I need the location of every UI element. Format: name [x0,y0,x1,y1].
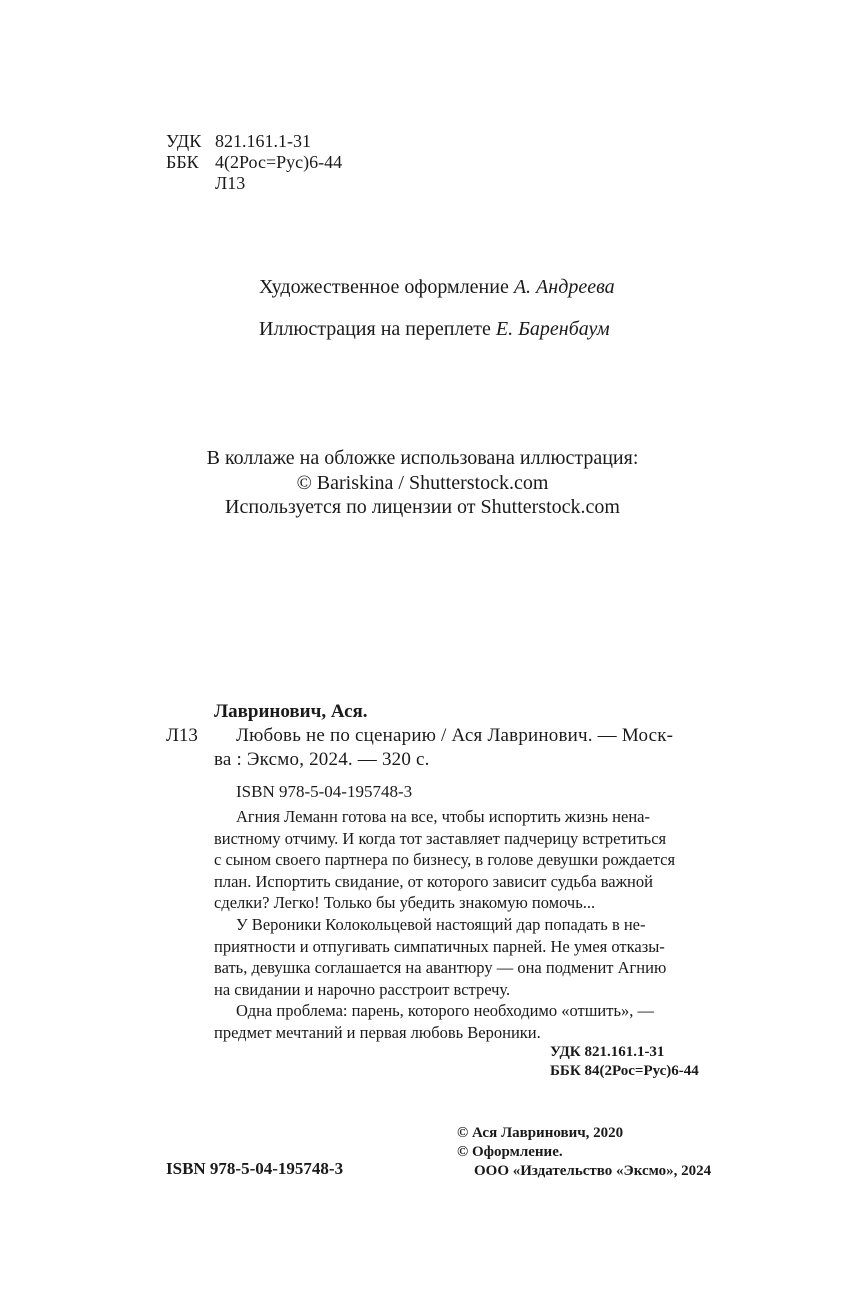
illustration-credit [259,318,610,341]
design-credit [259,276,615,299]
annotation-line: вать, девушка соглашается на авантюру — она подменит Агнию [214,958,667,978]
bib-author: Лавринович, Ася. [214,701,368,722]
bib-title-line-1: Любовь не по сценарию / Ася Лавринович. — Моск- [236,725,674,746]
annotation-line: Одна проблема: парень, которого необходимо «отшить», — [236,1001,654,1021]
collage-line-1: В коллаже на обложке использована иллюстрация: [206,447,639,469]
udk-bottom: УДК 821.161.1-31 [550,1044,665,1060]
copyright-block [457,1124,711,1181]
author-mark: Л13 [215,173,246,193]
collage-line-2: © Bariskina / Shutterstock.com [296,471,549,494]
classification-block [166,131,342,194]
illustration-credit-name: Е. Баренбаум [495,318,610,340]
copyright-line-3: ООО «Издательство «Эксмо», 2024 [474,1163,712,1179]
udk-value: 821.161.1-31 [215,131,311,151]
illustration-credit-prefix: Иллюстрация на переплете [259,318,496,340]
bib-isbn: ISBN 978-5-04-195748-3 [236,782,413,801]
annotation-line: сделки? Легко! Только бы убедить знакомую помочь... [214,893,596,913]
design-credit-prefix: Художественное оформление [259,276,514,298]
annotation-line: приятности и отпугивать симпатичных парней. Не умея отказы- [214,936,665,956]
annotation-line: с сыном своего партнера по бизнесу, в голове девушки рождается [214,850,676,870]
annotation [214,806,739,1046]
annotation-line: вистному отчиму. И когда тот заставляет падчерицу встретиться [214,828,667,848]
annotation-line: план. Испортить свидание, от которого зависит судьба важной [214,871,653,891]
bib-title-line-2: ва : Эксмо, 2024. — 320 с. [214,749,430,770]
copyright-line-2: © Оформление. [457,1144,563,1160]
bbk-label: ББК [166,152,199,172]
isbn-bottom: ISBN 978-5-04-195748-3 [166,1159,344,1178]
annotation-line: предмет мечтаний и первая любовь Вероники. [214,1023,541,1042]
annotation-line: У Вероники Колокольцевой настоящий дар попадать в не- [236,915,646,934]
bbk-value: 4(2Рос=Рус)6-44 [215,152,343,172]
design-credit-name: А. Андреева [513,276,615,298]
bbk-bottom: ББК 84(2Рос=Рус)6-44 [550,1063,699,1079]
udk-label: УДК [166,131,202,151]
collage-line-3: Используется по лицензии от Shutterstock.com [225,496,620,518]
annotation-line: на свидании и нарочно расстроит встречу. [214,979,511,999]
collage-notice [0,446,845,520]
copyright-line-1: © Ася Лавринович, 2020 [457,1125,624,1141]
classification-bottom [550,1043,699,1081]
bib-code: Л13 [166,725,198,746]
annotation-line: Агния Леманн готова на все, чтобы испортить жизнь нена- [236,807,650,826]
